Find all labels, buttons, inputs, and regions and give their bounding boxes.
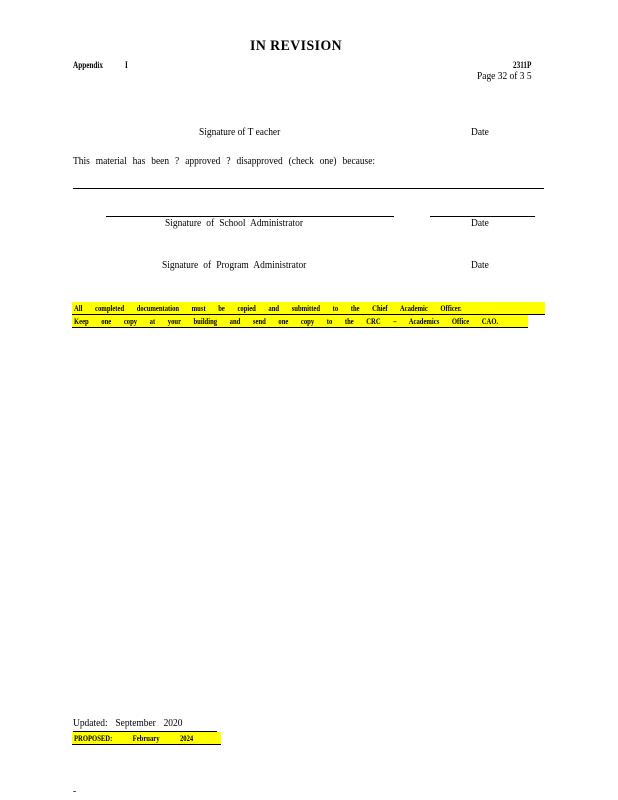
appendix-letter: I <box>125 60 128 70</box>
teacher-signature-label: Signature of T eacher <box>199 127 281 138</box>
document-title: IN REVISION <box>250 38 343 54</box>
school-admin-date-line <box>430 216 535 217</box>
notice-line-2: Keep one copy at your building and send one copy to the CRC – Academics Office CAO. <box>74 316 499 326</box>
page-number: Page 32 of 3 5 <box>477 71 532 82</box>
school-admin-date-label: Date <box>471 218 489 229</box>
footer-mark: - <box>73 786 77 797</box>
school-admin-signature-line <box>106 216 394 217</box>
appendix-label: Appendix <box>73 60 104 70</box>
school-admin-label: Signature of School Administrator <box>165 218 304 229</box>
approval-statement: This material has been ? approved ? disapproved (check one) because: <box>73 156 376 167</box>
program-admin-date-label: Date <box>471 260 489 271</box>
policy-number: 2311P <box>513 60 532 70</box>
reason-line <box>73 188 544 189</box>
proposed-date: PROPOSED: February 2024 <box>74 733 194 743</box>
program-admin-label: Signature of Program Administrator <box>162 260 307 271</box>
teacher-date-label: Date <box>471 127 489 138</box>
notice-line-1: All completed documentation must be copied and submitted to the Chief Academic Officer. <box>74 303 462 313</box>
updated-date: Updated: September 2020 <box>73 718 183 729</box>
